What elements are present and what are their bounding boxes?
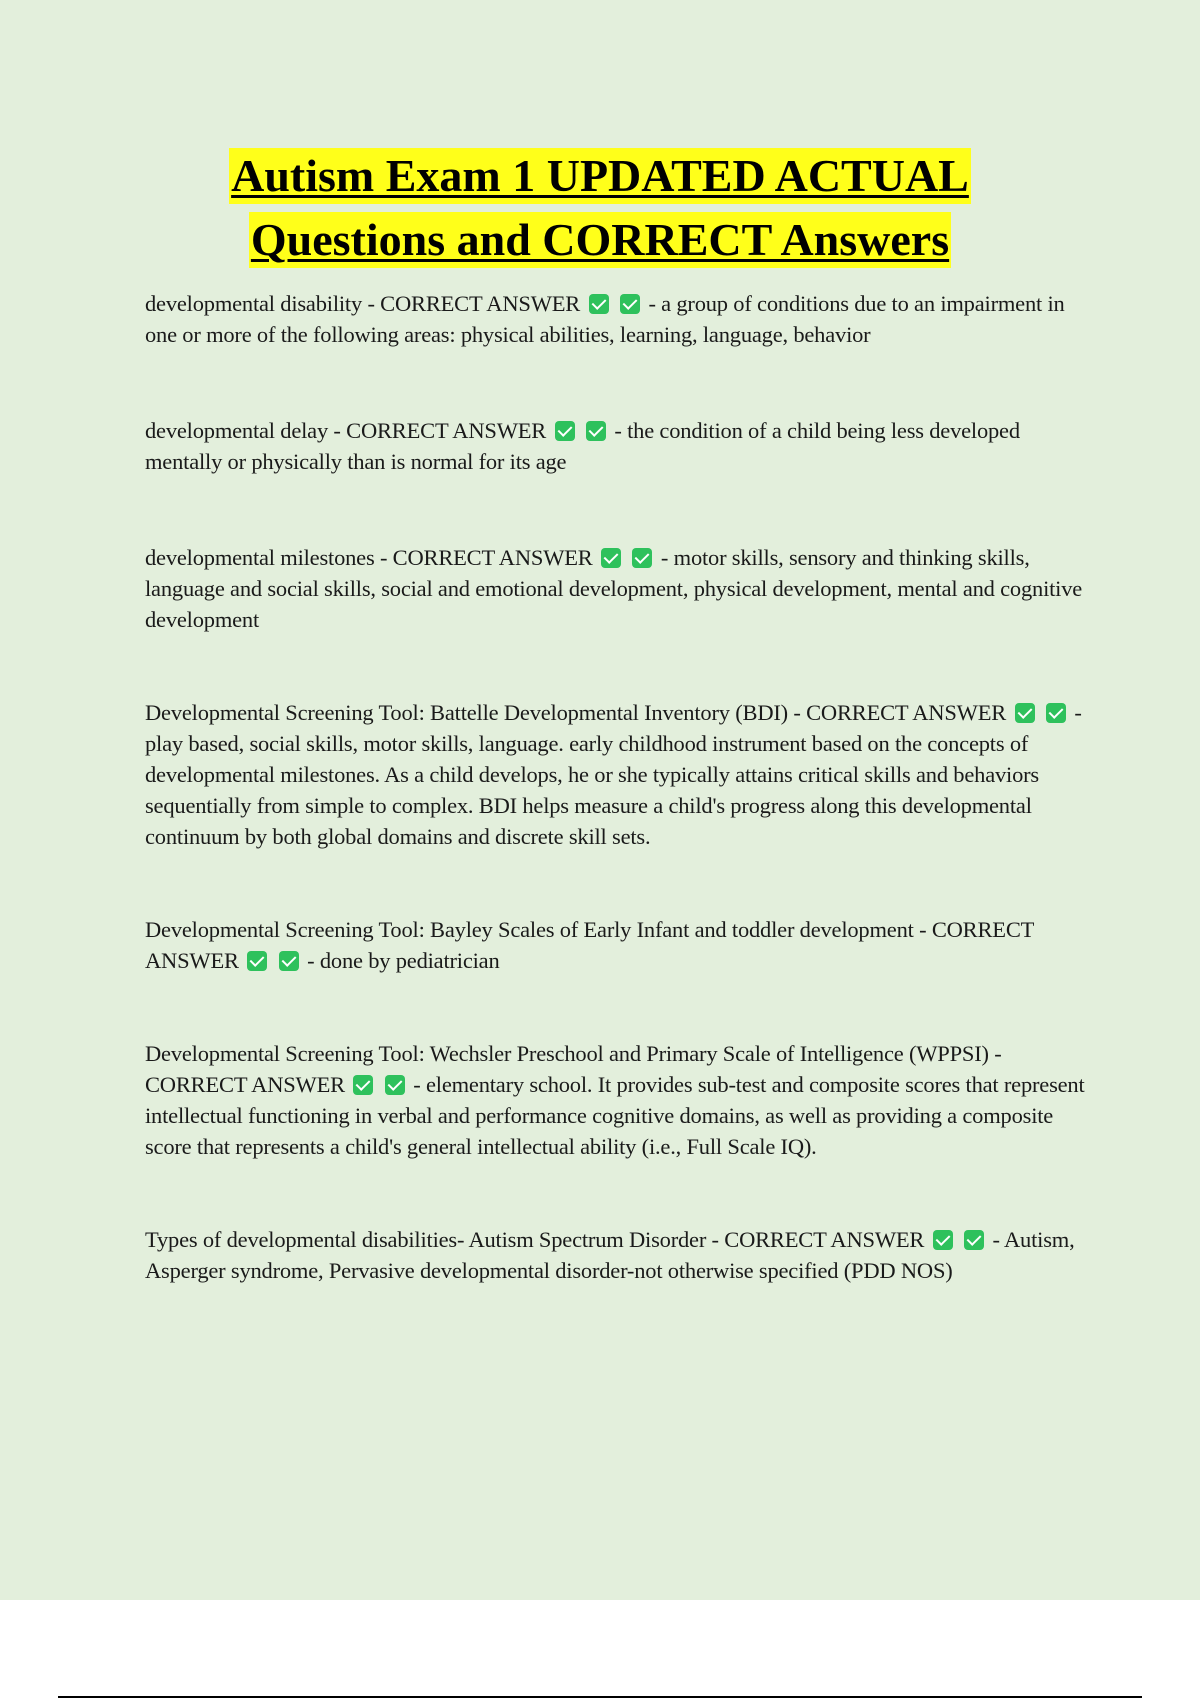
title-line-2: Questions and CORRECT Answers [249,212,951,268]
qa-entry [145,1038,1085,1162]
entry-term: Types of developmental disabilities- Autism Spectrum Disorder - CORRECT ANSWER [145,1227,925,1252]
qa-entry [145,1224,1085,1286]
qa-entry [145,542,1085,635]
entry-term: developmental milestones - CORRECT ANSWER [145,545,593,570]
document-title [0,148,1200,268]
check-mark-icon [385,1075,405,1095]
qa-entry [145,288,1085,350]
entry-definition: - Autism, Asperger syndrome, Pervasive developmental disorder-not otherwise specified (PDD NOS) [145,1227,1075,1283]
check-mark-icon [353,1075,373,1095]
entry-term: Developmental Screening Tool: Bayley Scales of Early Infant and toddler development - CORRECT ANSWER [145,917,1034,973]
title-line-1: Autism Exam 1 UPDATED ACTUAL [229,148,971,204]
entry-definition: - elementary school. It provides sub-test and composite scores that represent intellectual functioning in verbal and performance cognitive domains, as well as providing a composite score that represents a child's general intellectual ability (i.e., Full Scale IQ). [145,1072,1085,1159]
entry-definition: - a group of conditions due to an impairment in one or more of the following areas: physical abilities, learning, language, behavior [145,291,1065,347]
entry-definition: - the condition of a child being less developed mentally or physically than is normal for its age [145,418,1020,474]
check-mark-icon [1046,703,1066,723]
check-mark-icon [555,421,575,441]
entry-term: Developmental Screening Tool: Battelle Developmental Inventory (BDI) - CORRECT ANSWER [145,700,1007,725]
check-mark-icon [589,294,609,314]
check-mark-icon [620,294,640,314]
qa-list [145,288,1085,1286]
check-mark-icon [964,1230,984,1250]
check-mark-icon [1015,703,1035,723]
qa-entry [145,697,1085,852]
check-mark-icon [933,1230,953,1250]
check-mark-icon [247,951,267,971]
entry-definition: - done by pediatrician [307,948,500,973]
check-mark-icon [279,951,299,971]
entry-term: developmental delay - CORRECT ANSWER [145,418,547,443]
footer-divider [58,1696,1142,1698]
check-mark-icon [586,421,606,441]
qa-entry [145,914,1085,976]
entry-term: developmental disability - CORRECT ANSWER [145,291,581,316]
entry-term: Developmental Screening Tool: Wechsler Preschool and Primary Scale of Intelligence (WPPSI) - CORRECT ANSWER [145,1041,1002,1097]
qa-entry [145,415,1085,477]
entry-definition: - play based, social skills, motor skills, language. early childhood instrument based on the concepts of developmental milestones. As a child develops, he or she typically attains critical skills and behaviors sequentially from simple to complex. BDI helps measure a child's progress along this developmental continuum by both global domains and discrete skill sets. [145,700,1082,849]
check-mark-icon [632,548,652,568]
check-mark-icon [601,548,621,568]
entry-definition: - motor skills, sensory and thinking skills, language and social skills, social and emotional development, physical development, mental and cognitive development [145,545,1083,632]
